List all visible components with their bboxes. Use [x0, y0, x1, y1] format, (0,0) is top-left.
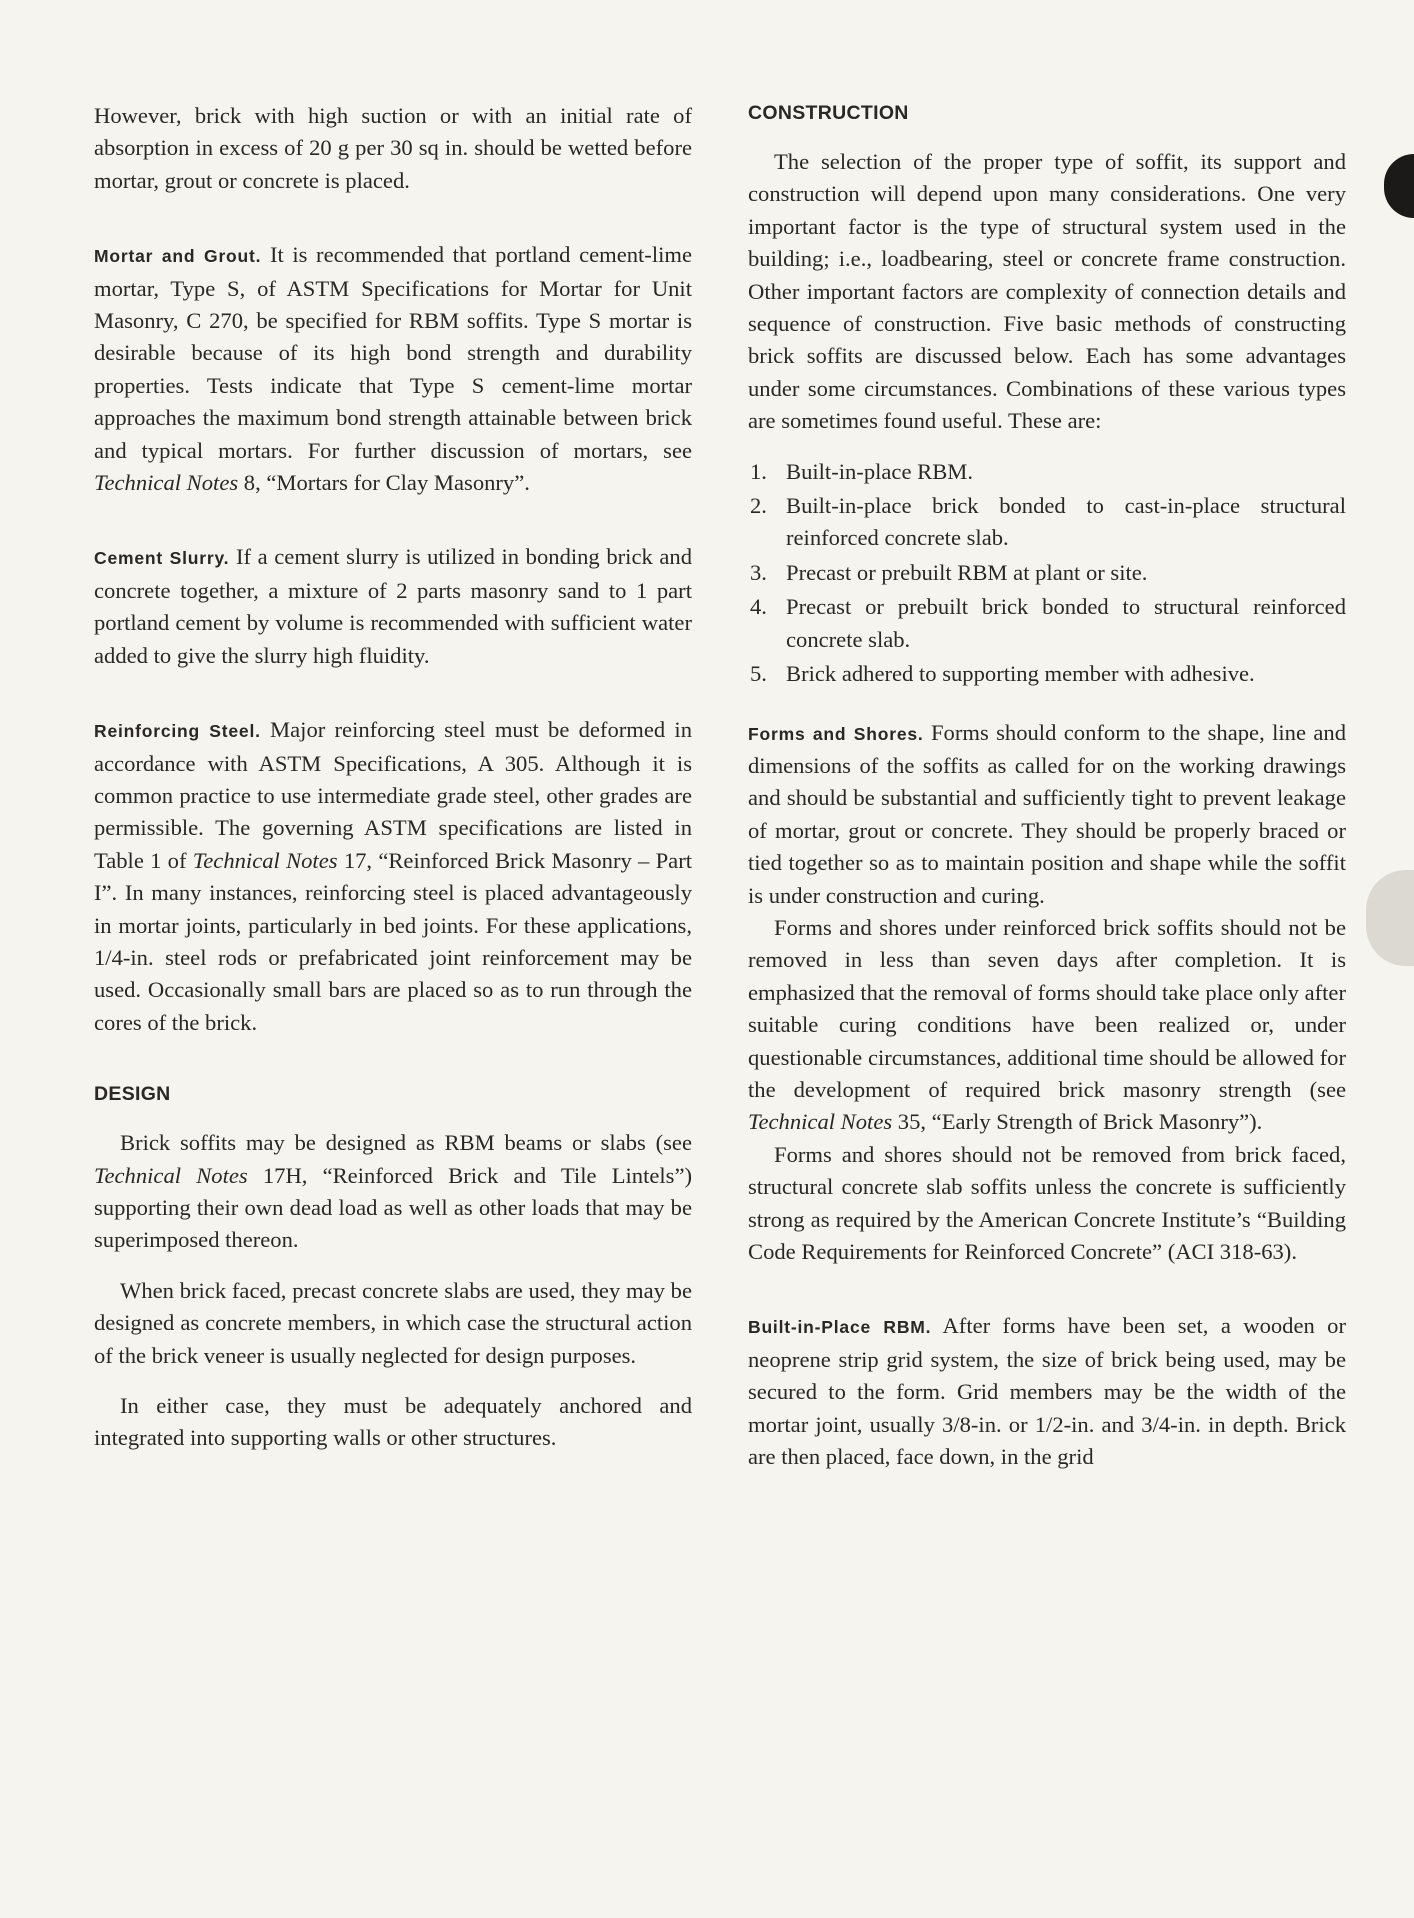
design-p1-tail: 17H, “Reinforced Brick and Tile Lintels”) supporting their own dead load as well as other loads that may be superimposed thereon. — [94, 1162, 692, 1253]
design-paragraph-2: When brick faced, precast concrete slabs are used, they may be designed as concrete members, in which case the structural action of the brick veneer is usually neglected for design purposes. — [94, 1277, 692, 1368]
mortar-grout-paragraph — [94, 239, 692, 499]
construction-heading: CONSTRUCTION — [748, 102, 909, 124]
built-in-place-paragraph — [748, 1310, 1346, 1473]
forms-shores-paragraph-3: Forms and shores should not be removed from brick faced, structural concrete slab soffits unless the concrete is sufficiently strong as required by the American Concrete Institute’s “Building Code Requirements for Reinforced Concrete” (ACI 318-63). — [748, 1141, 1346, 1264]
forms-shores-paragraph-2 — [748, 912, 1346, 1139]
list-item — [748, 658, 1346, 690]
forms-shores-title: Forms and Shores. — [748, 723, 924, 744]
list-item-text: Precast or prebuilt RBM at plant or site. — [786, 559, 1148, 585]
forms-shores-text: Forms should conform to the shape, line and dimensions of the soffits as called for on the working drawings and should be substantial and sufficiently tight to prevent leakage of mortar, grout or concrete. They should be properly braced or tied together so as to maintain position and shape while the soffit is under construction and curing. — [748, 719, 1347, 908]
list-item-number: 4. — [750, 594, 767, 620]
cement-slurry-paragraph — [94, 541, 692, 672]
intro-paragraph: However, brick with high suction or with an initial rate of absorption in excess of 20 g per 30 sq in. should be wetted before mortar, grout or concrete is placed. — [94, 103, 692, 193]
design-p1-text: Brick soffits may be designed as RBM beams or slabs (see — [120, 1130, 692, 1156]
forms-shores-p2-reference: Technical Notes — [748, 1109, 893, 1135]
right-column — [748, 100, 1346, 1473]
list-item-text: Built-in-place RBM. — [786, 458, 974, 484]
design-paragraph-1 — [94, 1127, 692, 1257]
design-paragraph-3: In either case, they must be adequately anchored and integrated into supporting walls or other structures. — [94, 1393, 692, 1451]
mortar-grout-tail: 8, “Mortars for Clay Masonry”. — [238, 470, 530, 496]
forms-shores-p2-text: Forms and shores under reinforced brick soffits should not be removed in less than seven days after completion. It is emphasized that the removal of forms should take place only after suitable curing conditions have been realized or, under questionable circumstances, additional time should be allowed for the development of required brick masonry strength (see — [748, 914, 1346, 1102]
construction-methods-list — [748, 456, 1346, 691]
page-edge-shadow — [1366, 870, 1414, 966]
cement-slurry-text: If a cement slurry is utilized in bonding brick and concrete together, a mixture of 2 parts masonry sand to 1 part portland cement by volume is recommended with sufficient water added to give the slurry high fluidity. — [94, 544, 693, 668]
reinforcing-steel-paragraph — [94, 714, 692, 1039]
construction-paragraph: The selection of the proper type of soffit, its support and construction will depend upon many considerations. One very important factor is the type of structural system used in the building; i.e., loadbearing, steel or concrete frame construction. Other important factors are complexity of connection details and sequence of construction. Five basic methods of constructing brick soffits are discussed below. Each has some advantages under some circumstances. Combinations of these various types are sometimes found useful. These are: — [748, 149, 1346, 434]
mortar-grout-text: It is recommended that portland cement-lime mortar, Type S, of ASTM Specifications for Mortar for Unit Masonry, C 270, be specified for RBM soffits. Type S mortar is desirable because of its high bond strength and durability properties. Tests indicate that Type S cement-lime mortar approaches the maximum bond strength attainable between brick and typical mortars. For further discussion of mortars, see — [94, 242, 692, 463]
design-p1-reference: Technical Notes — [94, 1162, 248, 1188]
list-item-text: Precast or prebuilt brick bonded to structural reinforced concrete slab. — [786, 594, 1346, 652]
list-item-number: 2. — [750, 493, 767, 519]
binding-hole-mark — [1384, 154, 1414, 218]
list-item — [748, 557, 1346, 589]
reinforcing-steel-reference: Technical Notes — [192, 847, 338, 873]
forms-shores-p2-tail: 35, “Early Strength of Brick Masonry”). — [892, 1109, 1263, 1135]
design-heading: DESIGN — [94, 1083, 171, 1106]
reinforcing-steel-title: Reinforcing Steel. — [94, 721, 261, 742]
built-in-place-title: Built-in-Place RBM. — [748, 1317, 932, 1338]
list-item-number: 5. — [750, 661, 767, 687]
list-item — [748, 591, 1346, 656]
reinforcing-steel-tail: 17, “Reinforced Brick Masonry – Part I”. In many instances, reinforcing steel is placed advantageously in mortar joints, particularly in bed joints. For these applications, 1/4-in. steel rods or prefabricated joint reinforcement may be used. Occasionally small bars are placed so as to run through the cores of the brick. — [94, 847, 693, 1035]
reinforcing-steel-text: Major reinforcing steel must be deformed in accordance with ASTM Specifications, A 305. Although it is common practice to use intermediate grade steel, other grades are permissible. The governing ASTM specifications are listed in Table 1 of — [94, 717, 692, 873]
list-item — [748, 490, 1346, 555]
list-item-text: Built-in-place brick bonded to cast-in-place structural reinforced concrete slab. — [786, 493, 1346, 551]
built-in-place-text: After forms have been set, a wooden or neoprene strip grid system, the size of brick being used, may be secured to the form. Grid members may be the width of the mortar joint, usually 3/8-in. or 1/2-in. and 3/4-in. in depth. Brick are then placed, face down, in the grid — [748, 1313, 1346, 1470]
mortar-grout-reference: Technical Notes — [94, 470, 239, 496]
mortar-grout-title: Mortar and Grout. — [94, 246, 262, 267]
list-item-number: 1. — [750, 458, 767, 484]
left-column — [94, 100, 692, 1455]
list-item-number: 3. — [750, 559, 767, 585]
forms-shores-paragraph-1 — [748, 717, 1346, 912]
list-item-text: Brick adhered to supporting member with adhesive. — [786, 661, 1255, 687]
list-item — [748, 456, 1346, 488]
cement-slurry-title: Cement Slurry. — [94, 548, 230, 569]
